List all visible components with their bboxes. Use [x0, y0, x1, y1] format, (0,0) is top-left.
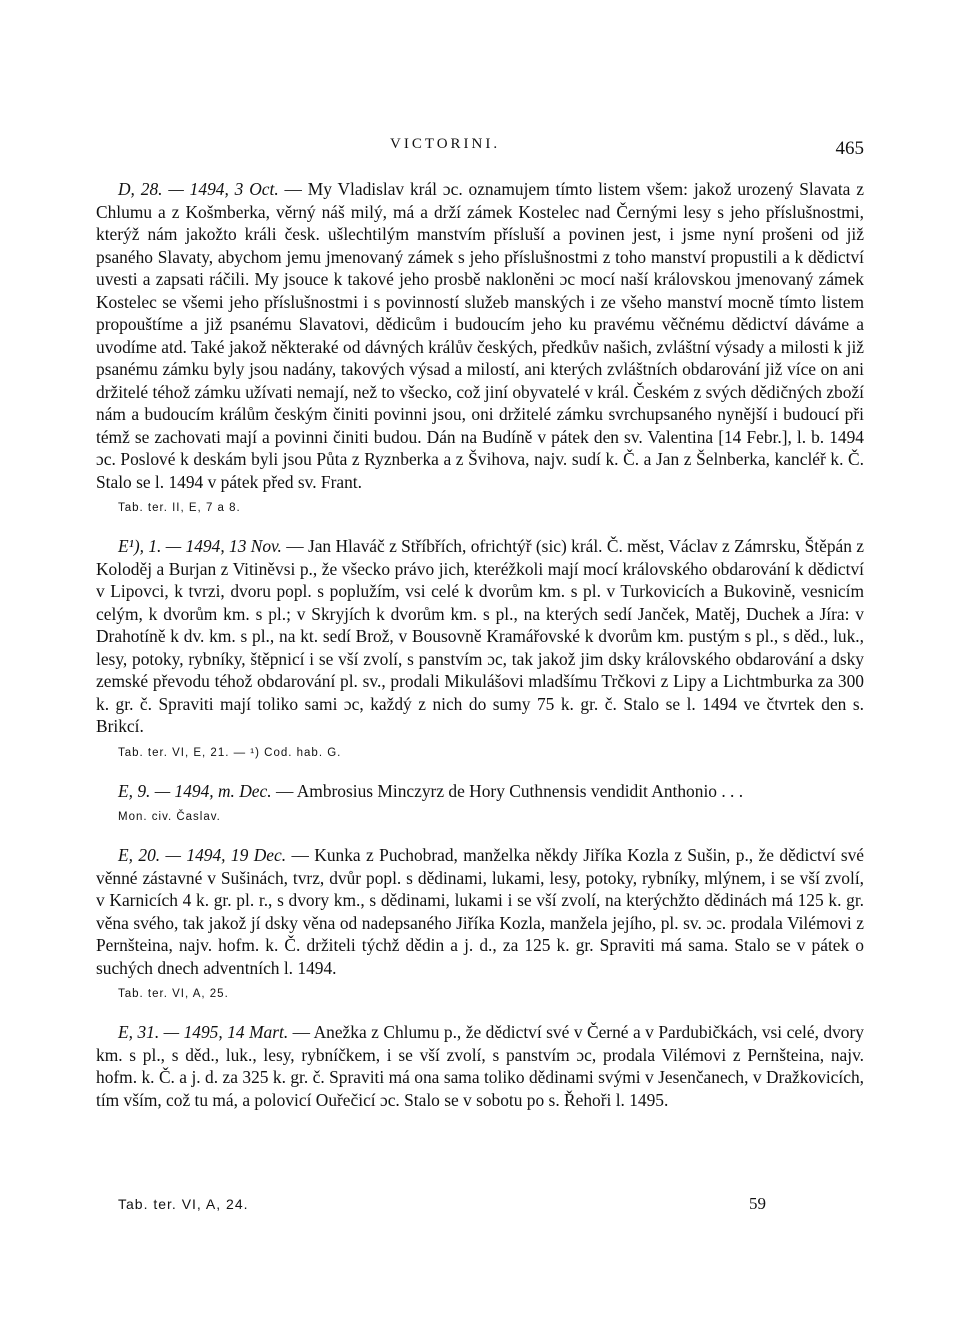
entry-text: — Ambrosius Minczyrz de Hory Cuthnensis vendidit Anthonio . . .	[271, 780, 744, 801]
entry-text: — My Vladislav král ɔc. oznamujem tímto listem všem: jakož urozený Slavata z Chlumu a z Košmberka, věrný náš milý, má a drží zámek Kostelec nad Černými lesy s jeho příslušnostmi, kterýž nám jakožto králi česk. ušlechtilým manstvím přísluší a povinen jest, i jsme nyní prošeni od již psaného Slavaty, abychom jemu jmenovaný zámek s jeho příslušnostmi z toho manství propustili a k dědictví uvesti a zapsati ráčili. My jsouce k takové jeho prosbě nakloněni ɔc mocí naší královskou jmenovaný zámek Kostelec se všemi jeho příslušnostmi i s povinností služeb manských i ze všeho manství mocně tímto listem propouštíme a již psanému Slavatovi, dědicům i budoucím jeho ku pravému věčnému dědictví dáváme a uvodíme atd. Také jakož některaké od dávných králův českých, předkův našich, zvláštní výsady a milosti k již psanému zámku byly jsou nadány, takových výsad a milostí, ani kterých zvláštních obdarování již více on ani držitelé téhož zámku užívati nemají, než to všecko, což jiní obyvatelé v král. Českém z svých dědičných zboží nám a budoucím králům českým činiti povinni jsou, oni držitelé zámku svrchupsaného nynější i budoucí při témž se zachovati mají a povinni činiti budou. Dán na Budíně v pátek den sv. Valentina [14 Febr.], l. b. 1494 ɔc. Poslové k deskám byli jsou Půta z Ryznberka a z Švihova, najv. sudí k. Č. a Jan z Šelnberka, kancléř k. Č. Stalo se l. 1494 v pátek před sv. Frant.	[96, 179, 864, 492]
entry-heading: E¹), 1. — 1494, 13 Nov.	[118, 536, 282, 556]
entry-source: Mon. civ. Časlav.	[118, 811, 221, 823]
entry-heading: D, 28. — 1494, 3 Oct.	[118, 179, 279, 199]
entry	[96, 1021, 864, 1111]
entry-paragraph	[96, 780, 864, 803]
entry-text: — Anežka z Chlumu p., že dědictví své v Černé a v Pardubičkách, vsi celé, dvory km. s pl., s děd., luk., lesy, rybníčkem, i se vší zvolí, s panstvím ɔc, prodala Vilémovi z Pernšteina, najv. hofm. k. Č. a j. d. za 325 k. gr. č. Spraviti má ona sama toliko dědinami svými v Jesenčanech, v Dražkovicích, tím vším, což tu má, a polovicí Ouřečicí ɔc. Stalo se v sobotu po s. Řehoři l. 1495.	[96, 1022, 864, 1110]
entry-source: Tab. ter. II, E, 7 a 8.	[118, 502, 241, 514]
entry-paragraph	[96, 1021, 864, 1111]
entry	[96, 844, 864, 1003]
signature-mark: 59	[749, 1194, 766, 1213]
entry-paragraph	[96, 178, 864, 493]
entry	[96, 178, 864, 517]
entry	[96, 780, 864, 827]
entry-paragraph	[96, 844, 864, 979]
entry-source: Tab. ter. VI, A, 25.	[118, 988, 229, 1000]
entry-heading: E, 9. — 1494, m. Dec.	[118, 780, 272, 801]
entry-text: — Kunka z Puchobrad, manželka někdy Jiříka Kozla z Sušin, p., že dědictví své věnné zástavné v Sušinách, tvrz, dvůr popl. s dědinami, lukami, lesy, potoky, rybníky, mlýnem, i se vší zvolí, v Karnicích 4 k. gr. pl. r., s dvory km., s dědinami, lukami i se vší zvolí, na kterýchžto dědinách má 125 k. gr. věna svého, tak jakož jí dsky věna od nadepsaného Jiříka Kozla, manžela jejího, pl. sv. ɔc. prodala Vilémovi z Pernšteina, najv. hofm. k. Č. držiteli týchž dědin a j. d., za 125 k. gr. Spraviti má sama. Stalo se v pátek o suchých dnech adventních l. 1494.	[96, 845, 865, 978]
entry-heading: E, 31. — 1495, 14 Mart.	[118, 1022, 289, 1042]
footer-source: Tab. ter. VI, A, 24.	[118, 1196, 249, 1212]
entry-source: Tab. ter. VI, E, 21. — ¹) Cod. hab. G.	[118, 746, 342, 759]
entry-paragraph	[96, 535, 864, 738]
entry-text: — Jan Hlaváč z Stříbřích, ofrichtýř (sic) král. Č. měst, Václav z Zámrsku, Štěpán z Koloděj a Burjan z Vitiněvsi p., že všecko právo jich, kteréžkoli mají mocí královského obdarování k dědictví v Lipovci, k tvrzi, dvoru popl. s poplužím, vsi celé k dvorům km. s pl. v Turkovicích a Bukovině, vesnicím celým, k dvorům km. s pl.; v Skryjích k dvorům km. s pl., na kterých sedí Janček, Matěj, Duchek a Jíra: v Drahotíně k dv. km. s pl., na kt. sedí Brož, v Bousovně Kramářovské k dvorům km. pustým s pl., s děd., luk., lesy, potoky, rybníky, štěpnicí i se vší zvolí, s panstvím ɔc, tak jakož jim dsky královského obdarování a dsky zemské převodu téhož obdarování pl. sv., prodali Mikulášovi mladšímu Trčkovi z Lipy a Lichtmburka za 300 k. gr. č. Spraviti mají toliko sami ɔc, každý z nich do sumy 75 k. gr. č. Stalo se l. 1494 ve čtvrtek den s. Brikcí.	[96, 536, 864, 736]
page-number: 465	[835, 138, 864, 159]
entry-heading: E, 20. — 1494, 19 Dec.	[118, 845, 287, 865]
document-body	[96, 178, 864, 1129]
running-head: VICTORINI.	[390, 136, 501, 152]
entry	[96, 535, 864, 762]
page-footer	[118, 1196, 766, 1212]
